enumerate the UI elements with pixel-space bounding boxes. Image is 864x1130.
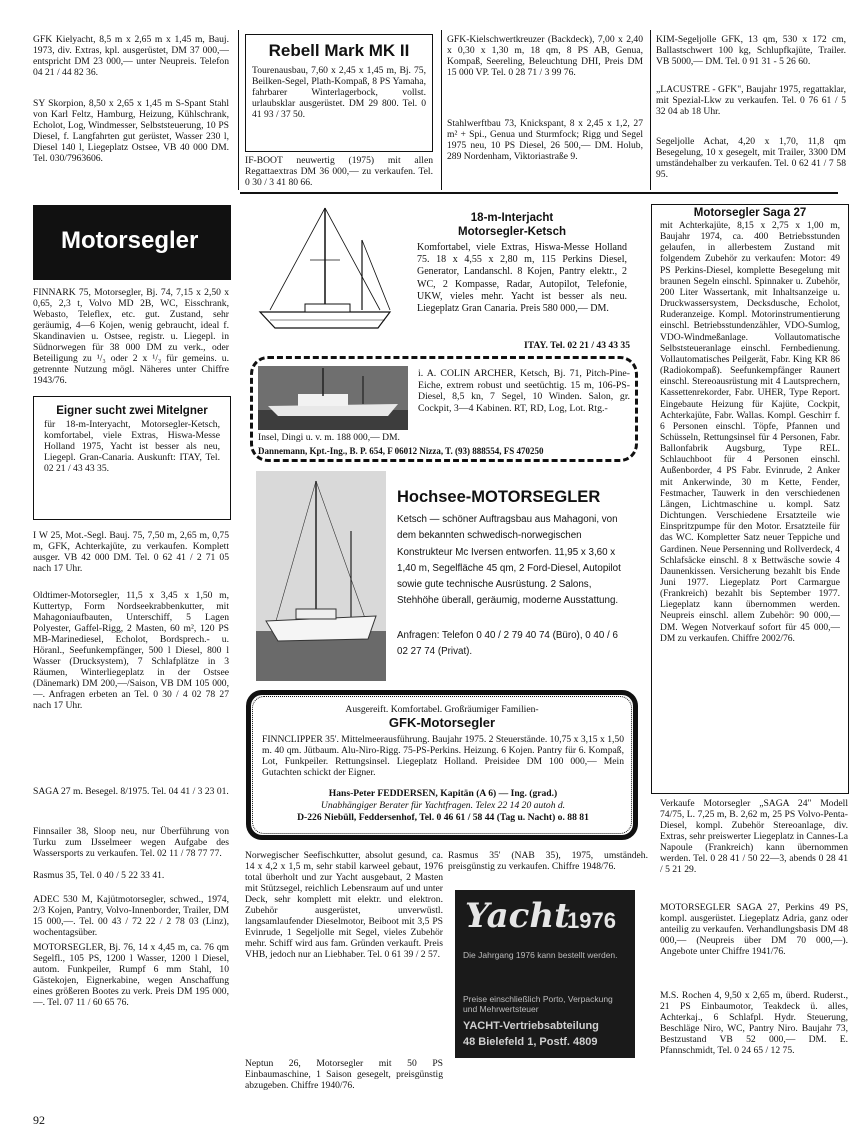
ad-saga27-box [651,204,849,794]
ad-segeljolle-achat: Segeljolle Achat, 4,20 x 1,70, 11,8 qm Besegelung, 10 x gesegelt, mit Trailer, 3300 DM umständehalber zu verkaufen. Tel. 0 62 41 / 7 58 95. [656,136,846,180]
ketsch-photo [258,366,408,430]
ketsch-photo-icon [258,366,408,430]
sailboat-drawing [250,200,400,345]
ad-interjacht-title2: Motorsegler-Ketsch [458,226,566,238]
ad-sy-skorpion: SY Skorpion, 8,50 x 2,65 x 1,45 m S-Spant Stahl von Karl Feltz, Hamburg, Heizung, Kühlschrank, Echolot, Log, Windmesser, Selbststeuerung, 10 PS Diesel, f. Langfahrten gut gerüstet, Wasser 230 l, Diesel 140 l, Liegeplatz Ostsee, VB 40 000 DM. Tel. 030/7963606. [33,98,229,164]
ad-lacustre: „LACUSTRE - GFK", Baujahr 1975, regattaklar, mit Spezial-Lkw zu verkaufen. Tel. 0 76 61 / 5 32 04 ab 18 Uhr. [656,84,846,117]
ad-saga27-title: Motorsegler Saga 27 [693,207,807,219]
hochsee-photo-icon [256,471,386,681]
ad-finnark: FINNARK 75, Motorsegler, Bj. 74, 7,15 x 2,50 x 0,65, 2,3 t, Volvo MD 2B, WC, Eisschrank, Webasto, Teleflex, etc. gut. Zustand, sehr geräumig, 4—6 Kojen, wenig gebraucht, ideal f. Skandinavien u. Ostsee, registr. u. Liegepl. in Südnorwegen für 38 000 DM zu verk., oder Beteiligung zu ¹/₃ oder 2 x ¹/₃ für gemeins. u. getrennte Nutzung mögl. Näheres unter Chiffre 1943/76. [33,287,229,386]
ad-rasmus35-nab: Rasmus 35' (NAB 35), 1975, umständeh. preisgünstig zu verkaufen. Chiffre 1948/76. [448,850,648,872]
ad-ifboot: IF-BOOT neuwertig (1975) mit allen Regattaextras DM 36 000,— zu verkaufen. Tel. 0 30 / 3 41 80 66. [245,155,433,188]
ad-gfk-kielyacht: GFK Kielyacht, 8,5 m x 2,65 m x 1,45 m, Bauj. 1973, div. Extras, kpl. ausgerüstet, DM 37 000,— entspricht DM 23 000,— unter Neupreis. Telefon 04 21 / 44 82 36. [33,34,229,78]
ad-hochsee-title: Hochsee-MOTORSEGLER [397,488,601,506]
ad-colin-archer-contact: Dannemann, Kpt.-Ing., B. P. 654, F 06012 Nizza, T. (93) 888554, FS 470250 [258,446,544,456]
ad-neptun26: Neptun 26, Motorsegler mit 50 PS Einbaumaschine, 1 Saison gesegelt, preisgünstig abzugeben. Chiffre 1940/76. [245,1058,443,1091]
yacht-logo: Yacht [465,896,570,936]
ad-colin-archer-caption: Insel, Dingi u. v. m. 188 000,— DM. [258,432,400,443]
ad-rebell-box [245,34,433,152]
ad-rochen4: M.S. Rochen 4, 9,50 x 2,65 m, überd. Ruderst., 21 PS Einbaumotor, Teakdeck ü. alles, Achterkaj., 6 Schlafpl. Hydr. Steuerung, Beschläge Niro, WC, Pantry Niro. Baujahr 73, Bestzustand VB 52 000,— DM. E. Pfannschmidt, Tel. 0 24 65 / 12 75. [660,990,848,1056]
yacht-1976-promo [455,890,635,1058]
ad-oldtimer: Oldtimer-Motorsegler, 11,5 x 3,45 x 1,50 m, Kuttertyp, Form Nordseekrabbenkutter, mit Mahagoniaufbauten, Unterschiff, 5 Lagen Polyester, Gaffel-Rigg, 2 Masten, 60 m², 120 PS MB-Marinediesel, Echolot, Bordsprech.- u. Höranl., Seefunkempfänger, 500 l Diesel, 800 l Wasser (Drucksystem), 7 Schlafplätze in 3 Räumen, Winterliegeplatz in der Ostsee (Dänemark) DM 200,—/Saison, VB DM 105 000,—. Anfragen erbeten an Tel. 0 30 / 4 02 78 27 nach 17 Uhr. [33,590,229,711]
column-rule [238,30,239,190]
column-rule [441,30,442,190]
horizontal-rule [240,192,838,194]
sailboat-illustration-icon [250,200,400,345]
yacht-text-4: 48 Bielefeld 1, Postf. 4809 [463,1036,598,1048]
yacht-text-1: Die Jahrgang 1976 kann bestellt werden. [463,950,618,960]
ad-gfk-body: FINNCLIPPER 35'. Mittelmeerausführung. Baujahr 1975. 2 Steuerstände. 10,75 x 3,15 x 1,50 m. 40 qm. Jütbaum. Alu-Niro-Rigg. 75-PS-Perkins. Heizung. 6 Kojen. Pantry für 6. Kompaß, Lot, Funkpeiler. Rettungsinsel. Liegeplatz Holland. Preisidee DM 100 000,— Mein Gutachten schickt der Eigner. [262,734,624,778]
ad-iw25: I W 25, Mot.-Segl. Bauj. 75, 7,50 m, 2,65 m, 0,75 m, GFK, Achterkajüte, zu verkaufen. Komplett ausger. VB 42 000 DM. Tel. 0 62 41 / 2 71 05 nach 17 Uhr. [33,530,229,574]
ad-gfk-contact1: Hans-Peter FEDDERSEN, Kapitän (A 6) — Ing. (grad.) [328,788,558,799]
ad-kielschwert: GFK-Kielschwertkreuzer (Backdeck), 7,00 x 2,40 x 0,30 x 1,30 m, 18 qm, 8 PS AB, Genua, Kompaß, Seereling, Beleuchtung DHI, Preis DM 15 000 VP. Tel. 0 28 71 / 3 99 76. [447,34,643,78]
ad-kim: KIM-Segeljolle GFK, 13 qm, 530 x 172 cm, Ballastschwert 100 kg, Schlupfkajüte, Trailer. VB 5000,— DM. Tel. 0 91 31 - 5 26 60. [656,34,846,67]
page-number: 92 [33,1113,45,1127]
ad-norweg-seefischkutter: Norwegischer Seefischkutter, absolut gesund, ca. 14 x 4,2 x 1,5 m, sehr stabil karweel gebaut, 1976 total überholt und zur Yacht ausgebaut, 2 Masten mit Stützsegel, reichlich Lebensraum auf und unter Deck, sehr komplett mit elektr. und elektron. Zubehör ausgerüstet, unverwüstl. langsamlaufender Dieselmotor, Beiboot mit 3,5 PS Evinrude, 1 Segeljolle mit Segel, vieles Zubehör mehr. Schiff wird aus fam. Gründen verkauft. Preis VHB, jedoch nur an Liebhaber. Tel. 0 61 39 / 2 57. [245,850,443,960]
ad-motorsegler-bj76: MOTORSEGLER, Bj. 76, 14 x 4,45 m, ca. 76 qm Segelfl., 105 PS, 1200 l Wasser, 1200 l Diesel, autom. Funkpeiler, Rumpf 6 mm Stahl, 10 Gästekojen, Eignerkabine, wegen Anschaffung eines größeren Bootes zu verk. Preis DM 195 000,—. Tel. 07 11 / 60 65 76. [33,942,229,1008]
ad-eigner-title: Eigner sucht zwei Mitelgner [56,405,208,417]
ad-saga24: Verkaufe Motorsegler „SAGA 24" Modell 74/75, L. 7,25 m, B. 2,62 m, 25 PS Volvo-Penta-Diesel, kompl. Zubehör Stereoanlage, div. Extras, sehr preiswerter Liegeplatz in Cannes-La Napoule (Frankreich) kann übernommen werden. Tel. 0 28 41 / 50 22—3, abends 0 28 41 / 5 21 29. [660,798,848,875]
ad-rebell-title: Rebell Mark MK II [268,41,410,60]
ad-eigner-box [33,396,231,520]
section-header [33,205,231,280]
ad-stahlwerft: Stahlwerftbau 73, Knickspant, 8 x 2,45 x 1,2, 27 m² + Spi., Genua und Sturmfock; Rigg und Segel 1975 neu, 10 PS Diesel, 26 500,— DM. Holub, 289 Nordenham, Viktoriastraße 9. [447,118,643,162]
ad-hochsee-contact: Anfragen: Telefon 0 40 / 2 79 40 74 (Büro), 0 40 / 6 02 27 74 (Privat). [397,630,618,658]
ad-colin-archer-body: i. A. COLIN ARCHER, Ketsch, Bj. 71, Pitch-Pine-Eiche, extrem robust und seetüchtig. 15 m, 106-PS-Diesel, 8,5 kn, 7 Segel, 10 Winden. Salon, gr. Cockpit, 3—4 Kabinen. RT, RD, Log, Lot. Rtg.- [418,368,630,414]
ad-interjacht-body: Komfortabel, viele Extras, Hiswa-Messe Holland 75. 18 x 4,55 x 2,80 m, 115 Perkins Diesel, Generator, Landanschl. 8 Kojen, Pantry elektr., 2 WC, 2 Kompasse, Radar, Autopilot, Telefonie, UKW, vieles mehr. Yacht ist besser als neu. Liegeplatz Gran Canaria. Preis 580 000,— DM. [417,242,627,315]
yacht-year: 1976 [567,908,616,933]
yacht-text-3: YACHT-Vertriebsabteilung [463,1020,599,1032]
yacht-text-2: Preise einschließlich Porto, Verpackung und Mehrwertsteuer [463,994,613,1014]
ad-saga27-adria: MOTORSEGLER SAGA 27, Perkins 49 PS, kompl. ausgerüstet. Liegeplatz Adria, ganz oder anteilig zu verkaufen. Verhandlungsbasis DM 48 000,— (Neupreis über DM 70 000,—). Angebote unter Chiffre 1941/76. [660,902,848,957]
hochsee-photo [256,471,386,681]
ad-adec: ADEC 530 M, Kajütmotorsegler, schwed., 1974, 2/3 Kojen, Pantry, Volvo-Innenborder, Trailer, DM 15 000,—. Tel. 00 43 / 72 22 / 2 78 03 (Linz), wochentagsüber. [33,894,229,938]
ad-hochsee-body: Ketsch — schöner Auftragsbau aus Mahagoni, von dem bekannten schwedisch-norwegischen Konstrukteur Mc Iversen entworfen. 11,95 x 3,60 x 1,40 m, Segelfläche 45 qm, 2 Ford-Diesel, Autopilot sowie gute technische Ausrüstung. 2 Salons, Stehhöhe überall, geräumig, moderne Ausstattung. [397,514,621,607]
ad-interjacht-title1: 18-m-Interjacht [470,212,554,224]
section-title: Motorsegler [61,227,199,254]
ad-gfk-contact3: D-226 Niebüll, Feddersenhof, Tel. 0 46 61 / 58 44 (Tag u. Nacht) o. 88 81 [297,812,589,823]
ad-interjacht-contact: ITAY. Tel. 02 21 / 43 43 35 [523,340,630,351]
column-rule [650,30,651,190]
ad-saga27-short: SAGA 27 m. Besegel. 8/1975. Tel. 04 41 / 3 23 01. [33,786,229,797]
ad-finnsailer: Finnsailer 38, Sloop neu, nur Überführung von Turku zum IJsselmeer wegen Aufgabe des Wassersports zu verkaufen. Tel. 02 11 / 78 77 77. [33,826,229,859]
ad-rasmus35: Rasmus 35, Tel. 0 40 / 5 22 33 41. [33,870,165,881]
ad-gfk-contact2: Unabhängiger Berater für Yachtfragen. Telex 22 14 20 autoh d. [320,800,566,811]
ad-eigner-body: für 18-m-Interyacht, Motorsegler-Ketsch, komfortabel, viele Extras, Hiswa-Messe Holland 1975, Yacht ist besser als neu, Liegepl. Gran-Canaria. Auskunft: ITAY, Tel. 02 21 / 43 43 35. [44,419,220,474]
ad-saga27-body: mit Achterkajüte, 8,15 x 2,75 x 1,00 m, Baujahr 1974, ca. 400 Betriebsstunden gelaufen, in allerbestem Zustand mit folgendem Zubehör zu verkaufen: Motor: 49 PS Perkins-Diesel, komplette Besegelung mit braunen Segeln einschl. Spinnaker u. Zubehör, 200 Liter Wassertank, mit Inhaltsanzeige u. Druckwassersystem, Decksdusche, Echolot, Ruderanzeige. Kompl. Motorinstrumentierung einschl. Betriebsstundenzähler, VDO-Sumlog, VDO-Windmeßanlage. Vollautomatische Selbststeueranlage einschl. Fernbedienung. Vollautomatisches Peilgerät, Fabr. King KR 86 (Radiokompaß). Seefunkempfänger Raunert einschl. Stereoausrüstung mit 4 Lautsprechern, Kassettenrekorder, Fabr. UHER, Type Report. Eingebaute Heizung für Kajüte, Cockpit, Achterkajüte, Fabr. Wallas. Kompl. Geschirr f. 6 Personen einschl. Töpfe, Pfannen und Schüsseln, Rettungsinsel für 4 Personen, Fabr. Ballonfabrik Augsburg, Type REL. Schlauchboot für 4 Personen einschl. Außenborder, 4 PS Fabr. Evinrude, 2 Anker mit Ankerwinde, 30 m Kette, Fender, Festmacher, Tauwerk in den verschiedenen Längen, Lichtmaschine u. kompl. Satz Dichtungen. Verschiedene Ersatzteile wie Einspritzpumpe für den Motor. Ersatzteile für das WC. Kompletter Satz neuer Teppiche und Gardinen. Neue Persenning und Rollverdeck, 4 Schlafsäcke einschl. 8 x Bettwäsche sowie 4 Daunenkissen. Versicherung bezahlt bis Ende Juni 1977. Liegeplatz Port Carmargue (Frankreich) bezahlt bis September 1977. Liegeplatz kann übernommen werden. Neupreis einschl. allem Zubehör: 90 000,— DM. Wegen Notverkauf sofort für 45 000,— DM zu verkaufen. Chiffre 2002/76. [660,221,840,644]
ad-rebell-body: Tourenausbau, 7,60 x 2,45 x 1,45 m, Bj. 75, Beilken-Segel, Plath-Kompaß, 8 PS Yamaha, fahrbarer Winterlagerbock, vollst. urlaubsklar ausgerüstet. DM 29 800. Tel. 0 41 93 / 37 50. [252,65,426,120]
ad-gfk-title: GFK-Motorsegler [388,715,496,730]
ad-gfk-intro: Ausgereift. Komfortabel. Großräumiger Familien- [345,704,539,715]
